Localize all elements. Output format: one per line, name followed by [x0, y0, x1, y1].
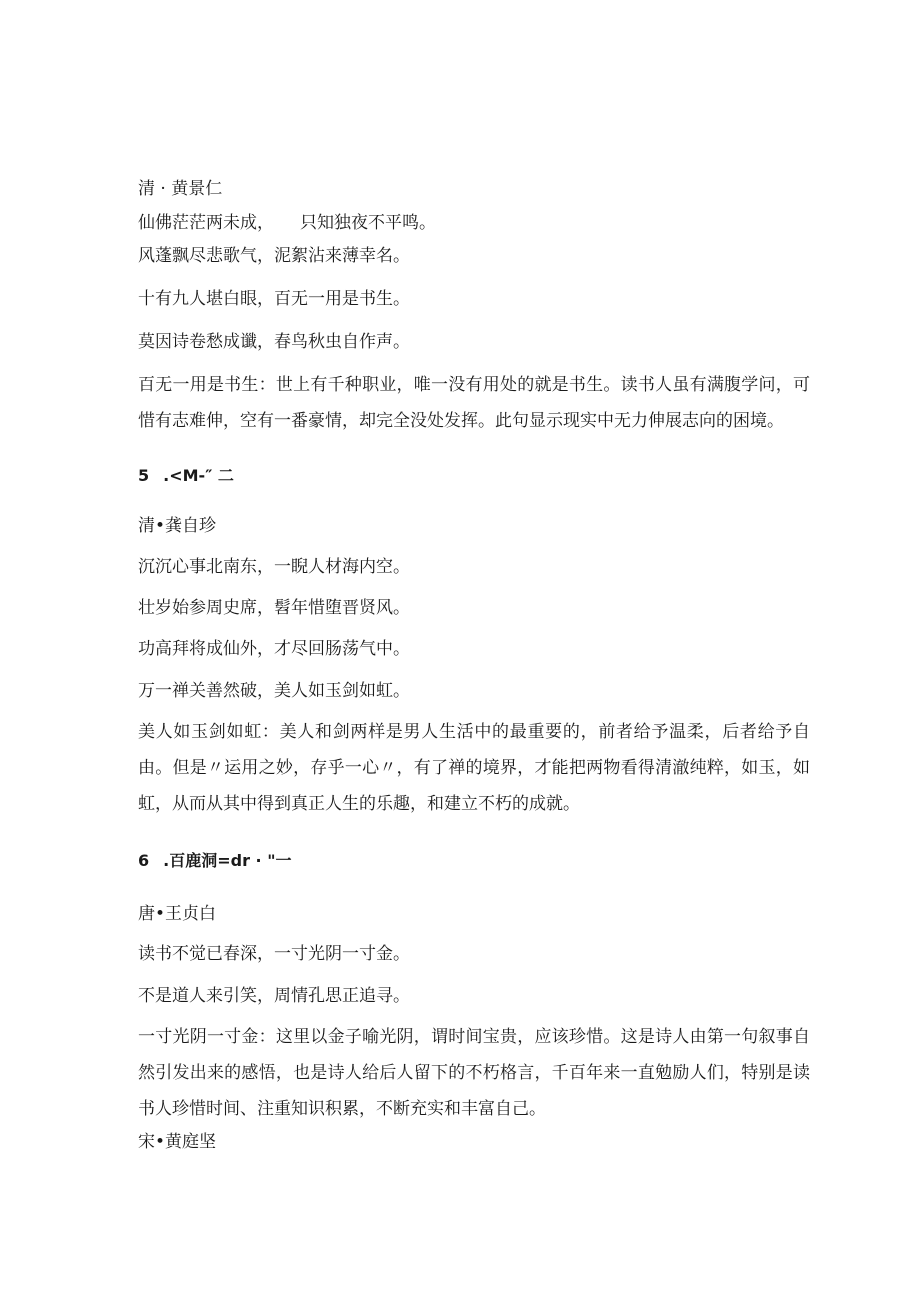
- annotation-paragraph: 美人如玉剑如虹：美人和剑两样是男人生活中的最重要的，前者给予温柔，后者给予自由。但是〃运用之妙，存乎一心〃，有了禅的境界，才能把两物看得清澈纯粹，如玉，如虹，从而从其中得到真正人生的乐趣，和建立不朽的成就。: [138, 722, 810, 814]
- poem-line-second-half: 只知独夜不平鸣。: [300, 213, 436, 233]
- annotation-paragraph: 百无一用是书生：世上有千种职业，唯一没有用处的就是书生。读书人虽有满腹学问，可惜有志难伸，空有一番豪情，却完全没处发挥。此句显示现实中无力伸展志向的困境。: [138, 375, 810, 431]
- section-heading: [138, 466, 234, 486]
- poem-author: 宋•黄庭坚: [138, 1132, 217, 1152]
- poem-line: 读书不觉已春深，一寸光阴一寸金。: [138, 944, 410, 964]
- poem-line: 莫因诗卷愁成谶，春鸟秋虫自作声。: [138, 332, 410, 352]
- section-number: 5: [138, 466, 150, 485]
- poem-author: 清•龚自珍: [138, 516, 217, 536]
- poem-line: 不是道人来引笑，周情孔思正追寻。: [138, 986, 410, 1006]
- poem-line: 万一禅关善然破，美人如玉剑如虹。: [138, 681, 410, 701]
- annotation-paragraph: 一寸光阴一寸金：这里以金子喻光阴，谓时间宝贵，应该珍惜。这是诗人由第一句叙事自然引发出来的感悟，也是诗人给后人留下的不朽格言，千百年来一直勉励人们，特别是读书人珍惜时间、注重知识积累，不断充实和丰富自己。: [138, 1027, 810, 1119]
- section-title: .<M-″ 二: [163, 466, 234, 485]
- poem-line: 风蓬飘尽悲歌气，泥絮沾来薄幸名。: [138, 246, 410, 266]
- poem-line: 十有九人堪白眼，百无一用是书生。: [138, 289, 410, 309]
- poem-author: 清 · 黄景仁: [138, 179, 223, 199]
- section-heading: [138, 851, 292, 871]
- poem-line: 功高拜将成仙外，才尽回肠荡气中。: [138, 639, 410, 659]
- poem-line-first-half: 仙佛茫茫两未成，: [138, 213, 274, 233]
- section-number: 6: [138, 851, 150, 870]
- poem-line: 壮岁始参周史席，髫年惜堕晋贤风。: [138, 598, 410, 618]
- poem-author: 唐•王贞白: [138, 904, 217, 924]
- section-title: .百鹿洞=dr · "一: [163, 851, 292, 870]
- poem-line: [138, 213, 436, 233]
- poem-line: 沉沉心事北南东，一睨人材海内空。: [138, 557, 410, 577]
